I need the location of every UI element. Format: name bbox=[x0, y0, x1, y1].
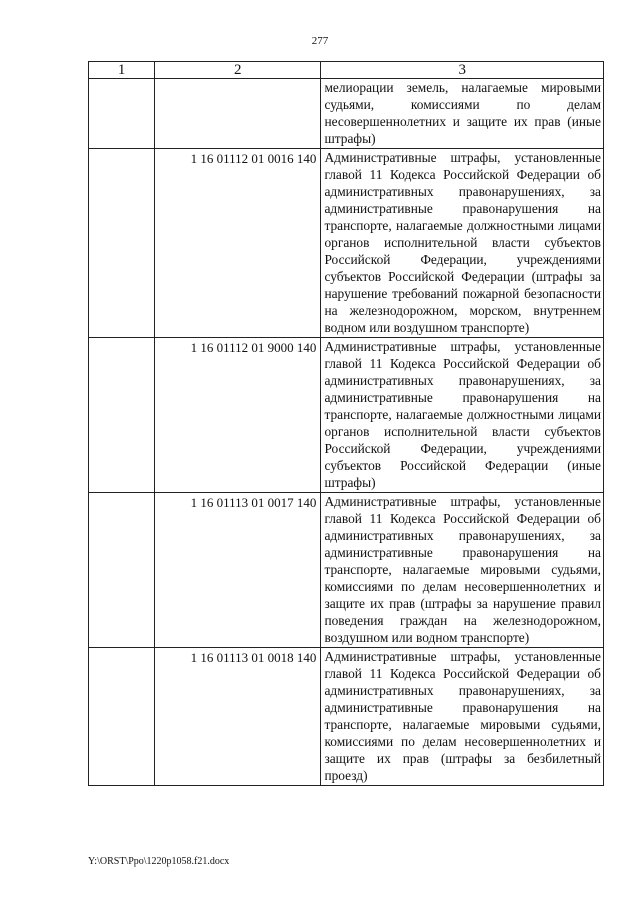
table-row bbox=[89, 493, 604, 648]
row-number-cell bbox=[89, 338, 155, 493]
column-header-2: 2 bbox=[155, 62, 321, 79]
description-cell: Административные штрафы, установленные главой 11 Кодекса Российской Федерации об административных правонарушениях, за административные правонарушения на транспорте, налагаемые должностными лицами органов исполнительной власти субъектов Российской Федерации, учреждениями субъектов Российской Федерации (иные штрафы) bbox=[321, 338, 604, 493]
budget-code-cell: 1 16 01113 01 0017 140 bbox=[155, 493, 321, 648]
budget-code-cell: 1 16 01113 01 0018 140 bbox=[155, 648, 321, 786]
table-row bbox=[89, 648, 604, 786]
row-number-cell bbox=[89, 648, 155, 786]
table-header-row bbox=[89, 62, 604, 79]
column-header-1: 1 bbox=[89, 62, 155, 79]
description-cell: Административные штрафы, установленные главой 11 Кодекса Российской Федерации об административных правонарушениях, за административные правонарушения на транспорте, налагаемые мировыми судьями, комиссиями по делам несовершеннолетних и защите их прав (штрафы за безбилетный проезд) bbox=[321, 648, 604, 786]
page-number: 277 bbox=[311, 35, 329, 47]
table-row bbox=[89, 149, 604, 338]
budget-code-cell: 1 16 01112 01 0016 140 bbox=[155, 149, 321, 338]
budget-code-cell: 1 16 01112 01 9000 140 bbox=[155, 338, 321, 493]
table-row bbox=[89, 79, 604, 149]
row-number-cell bbox=[89, 79, 155, 149]
footer-file-path: Y:\ORST\Ppo\1220p1058.f21.docx bbox=[88, 856, 230, 867]
budget-codes-table bbox=[88, 61, 604, 786]
table-row bbox=[89, 338, 604, 493]
row-number-cell bbox=[89, 493, 155, 648]
row-number-cell bbox=[89, 149, 155, 338]
description-cell: мелиорации земель, налагаемые мировыми судьями, комиссиями по делам несовершеннолетних и защите их прав (иные штрафы) bbox=[321, 79, 604, 149]
column-header-3: 3 bbox=[321, 62, 604, 79]
budget-code-cell bbox=[155, 79, 321, 149]
description-cell: Административные штрафы, установленные главой 11 Кодекса Российской Федерации об административных правонарушениях, за административные правонарушения на транспорте, налагаемые должностными лицами органов исполнительной власти субъектов Российской Федерации, учреждениями субъектов Российской Федерации (штрафы за нарушение требований пожарной безопасности на железнодорожном, морском, внутреннем водном или воздушном транспорте) bbox=[321, 149, 604, 338]
description-cell: Административные штрафы, установленные главой 11 Кодекса Российской Федерации об административных правонарушениях, за административные правонарушения на транспорте, налагаемые мировыми судьями, комиссиями по делам несовершеннолетних и защите их прав (штрафы за нарушение правил поведения граждан на железнодорожном, воздушном или водном транспорте) bbox=[321, 493, 604, 648]
